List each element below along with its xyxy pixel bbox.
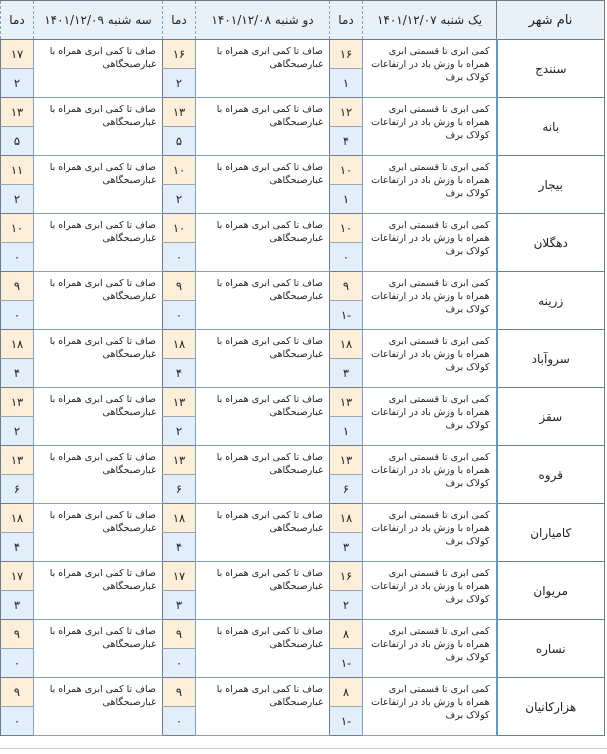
weather-description-text: صاف تا کمی ابری همراه با غبارصبحگاهی [216, 278, 323, 302]
weather-description-text: کمی ابری تا قسمتی ابری همراه با وزش باد در ارتفاعات کولاک برف [371, 626, 490, 663]
header-day3: سه شنبه ۱۴۰۱/۱۲/۰۹ [34, 1, 163, 40]
header-row [1, 1, 605, 40]
header-city: نام شهر [497, 1, 605, 40]
weather-description [34, 562, 163, 620]
max-temp: ۱۰ [330, 156, 363, 185]
min-temp: ۵ [163, 127, 196, 156]
weather-description [196, 330, 330, 388]
table-row [1, 330, 605, 359]
header-day1: یک شنبه ۱۴۰۱/۱۲/۰۷ [363, 1, 497, 40]
max-temp: ۱۰ [163, 156, 196, 185]
weather-description [363, 40, 497, 98]
bottom-divider [0, 748, 607, 749]
weather-description-text: صاف تا کمی ابری همراه با غبارصبحگاهی [216, 46, 323, 70]
max-temp: ۹ [1, 620, 34, 649]
max-temp: ۱۳ [163, 446, 196, 475]
weather-description-text: کمی ابری تا قسمتی ابری همراه با وزش باد در ارتفاعات کولاک برف [371, 104, 490, 141]
max-temp: ۱۳ [1, 446, 34, 475]
max-temp: ۸ [330, 620, 363, 649]
weather-description-text: صاف تا کمی ابری همراه با غبارصبحگاهی [216, 104, 323, 128]
city-name: زرینه [497, 272, 605, 330]
min-temp: ۰ [330, 243, 363, 272]
max-temp: ۱۷ [1, 562, 34, 591]
min-temp: ۴ [330, 127, 363, 156]
table-row [1, 678, 605, 707]
weather-description-text: صاف تا کمی ابری همراه با غبارصبحگاهی [49, 104, 156, 128]
weather-description-text: صاف تا کمی ابری همراه با غبارصبحگاهی [49, 220, 156, 244]
table-row [1, 156, 605, 185]
max-temp: ۱۲ [330, 98, 363, 127]
weather-description-text: کمی ابری تا قسمتی ابری همراه با وزش باد در ارتفاعات کولاک برف [371, 684, 490, 721]
weather-description [34, 214, 163, 272]
max-temp: ۱۱ [1, 156, 34, 185]
max-temp: ۱۶ [330, 40, 363, 69]
max-temp: ۱۶ [163, 40, 196, 69]
weather-description-text: صاف تا کمی ابری همراه با غبارصبحگاهی [49, 278, 156, 302]
weather-description [363, 214, 497, 272]
weather-description [34, 678, 163, 736]
table-row [1, 562, 605, 591]
max-temp: ۹ [163, 620, 196, 649]
weather-description [196, 156, 330, 214]
weather-description [363, 156, 497, 214]
weather-description [363, 620, 497, 678]
weather-description [196, 620, 330, 678]
min-temp: ۲ [330, 591, 363, 620]
weather-description [34, 446, 163, 504]
weather-description-text: کمی ابری تا قسمتی ابری همراه با وزش باد در ارتفاعات کولاک برف [371, 336, 490, 373]
table-row [1, 214, 605, 243]
max-temp: ۱۸ [1, 330, 34, 359]
city-name: سروآباد [497, 330, 605, 388]
max-temp: ۹ [1, 272, 34, 301]
weather-description [363, 98, 497, 156]
header-temp-day1: دما [330, 1, 363, 40]
weather-description-text: صاف تا کمی ابری همراه با غبارصبحگاهی [49, 46, 156, 70]
weather-description-text: صاف تا کمی ابری همراه با غبارصبحگاهی [216, 394, 323, 418]
weather-description [34, 504, 163, 562]
min-temp: ۴ [1, 359, 34, 388]
weather-description [34, 330, 163, 388]
min-temp: ۳ [163, 591, 196, 620]
min-temp: ۱ [330, 417, 363, 446]
max-temp: ۱۸ [1, 504, 34, 533]
min-temp: ۱ [330, 185, 363, 214]
weather-description-text: کمی ابری تا قسمتی ابری همراه با وزش باد در ارتفاعات کولاک برف [371, 278, 490, 315]
max-temp: ۱۳ [163, 388, 196, 417]
weather-description [363, 330, 497, 388]
city-name: سقز [497, 388, 605, 446]
table-row [1, 272, 605, 301]
min-temp: ۰ [1, 243, 34, 272]
weather-description [196, 678, 330, 736]
city-name: مریوان [497, 562, 605, 620]
weather-description [196, 446, 330, 504]
min-temp: ۳ [330, 533, 363, 562]
weather-description-text: صاف تا کمی ابری همراه با غبارصبحگاهی [49, 626, 156, 650]
weather-description-text: کمی ابری تا قسمتی ابری همراه با وزش باد در ارتفاعات کولاک برف [371, 220, 490, 257]
weather-description-text: صاف تا کمی ابری همراه با غبارصبحگاهی [49, 510, 156, 534]
weather-description-text: کمی ابری تا قسمتی ابری همراه با وزش باد در ارتفاعات کولاک برف [371, 162, 490, 199]
max-temp: ۱۳ [163, 98, 196, 127]
min-temp: ۰ [163, 707, 196, 736]
weather-description [363, 562, 497, 620]
table-row [1, 504, 605, 533]
city-name: نساره [497, 620, 605, 678]
header-temp-day2: دما [163, 1, 196, 40]
weather-description [34, 98, 163, 156]
weather-description [34, 40, 163, 98]
min-temp: ۰ [163, 243, 196, 272]
max-temp: ۱۶ [330, 562, 363, 591]
weather-description-text: صاف تا کمی ابری همراه با غبارصبحگاهی [216, 684, 323, 708]
city-name: سنندج [497, 40, 605, 98]
max-temp: ۱۰ [330, 214, 363, 243]
weather-description-text: صاف تا کمی ابری همراه با غبارصبحگاهی [49, 394, 156, 418]
max-temp: ۸ [330, 678, 363, 707]
min-temp: ۰ [163, 301, 196, 330]
table-row [1, 388, 605, 417]
weather-description [34, 272, 163, 330]
weather-description [196, 388, 330, 446]
forecast-body [1, 40, 605, 736]
weather-description-text: صاف تا کمی ابری همراه با غبارصبحگاهی [216, 336, 323, 360]
min-temp: ۲ [163, 185, 196, 214]
max-temp: ۱۷ [163, 562, 196, 591]
min-temp: ۴ [163, 359, 196, 388]
weather-description-text: کمی ابری تا قسمتی ابری همراه با وزش باد در ارتفاعات کولاک برف [371, 510, 490, 547]
max-temp: ۱۸ [163, 504, 196, 533]
weather-description-text: صاف تا کمی ابری همراه با غبارصبحگاهی [216, 452, 323, 476]
weather-description-text: صاف تا کمی ابری همراه با غبارصبحگاهی [49, 162, 156, 186]
weather-description-text: کمی ابری تا قسمتی ابری همراه با وزش باد در ارتفاعات کولاک برف [371, 452, 490, 489]
max-temp: ۱۸ [330, 330, 363, 359]
min-temp: ۳ [1, 591, 34, 620]
table-row [1, 98, 605, 127]
max-temp: ۹ [330, 272, 363, 301]
weather-description [34, 620, 163, 678]
max-temp: ۹ [163, 272, 196, 301]
weather-description [363, 678, 497, 736]
city-name: هزارکانیان [497, 678, 605, 736]
weather-description [196, 214, 330, 272]
city-name: کامیاران [497, 504, 605, 562]
min-temp: ۰ [1, 707, 34, 736]
weather-description [196, 40, 330, 98]
min-temp: ۰ [163, 649, 196, 678]
min-temp: ۶ [330, 475, 363, 504]
weather-description [363, 388, 497, 446]
weather-description [196, 98, 330, 156]
min-temp: ۰ [1, 301, 34, 330]
city-name: بیجار [497, 156, 605, 214]
weather-description-text: کمی ابری تا قسمتی ابری همراه با وزش باد در ارتفاعات کولاک برف [371, 46, 490, 83]
city-name: دهگلان [497, 214, 605, 272]
header-temp-day3: دما [1, 1, 34, 40]
max-temp: ۱۰ [163, 214, 196, 243]
table-row [1, 40, 605, 69]
max-temp: ۱۸ [330, 504, 363, 533]
weather-description-text: صاف تا کمی ابری همراه با غبارصبحگاهی [49, 452, 156, 476]
weather-description-text: صاف تا کمی ابری همراه با غبارصبحگاهی [216, 626, 323, 650]
max-temp: ۱۷ [1, 40, 34, 69]
min-temp: ۰ [1, 649, 34, 678]
city-name: بانه [497, 98, 605, 156]
weather-description [34, 156, 163, 214]
max-temp: ۹ [1, 678, 34, 707]
min-temp: ۲ [1, 185, 34, 214]
min-temp: ۲ [163, 69, 196, 98]
weather-description [196, 272, 330, 330]
weather-description-text: صاف تا کمی ابری همراه با غبارصبحگاهی [216, 510, 323, 534]
max-temp: ۱۳ [1, 388, 34, 417]
min-temp: ۶ [1, 475, 34, 504]
max-temp: ۹ [163, 678, 196, 707]
min-temp: -۱ [330, 649, 363, 678]
max-temp: ۱۳ [330, 446, 363, 475]
city-name: قروه [497, 446, 605, 504]
weather-description [196, 562, 330, 620]
min-temp: ۴ [1, 533, 34, 562]
weather-description [34, 388, 163, 446]
min-temp: ۲ [1, 69, 34, 98]
min-temp: ۵ [1, 127, 34, 156]
weather-description [363, 272, 497, 330]
max-temp: ۱۳ [1, 98, 34, 127]
table-row [1, 446, 605, 475]
weather-description-text: کمی ابری تا قسمتی ابری همراه با وزش باد در ارتفاعات کولاک برف [371, 394, 490, 431]
table-row [1, 620, 605, 649]
weather-description-text: صاف تا کمی ابری همراه با غبارصبحگاهی [49, 568, 156, 592]
weather-description [363, 446, 497, 504]
min-temp: ۶ [163, 475, 196, 504]
min-temp: -۱ [330, 707, 363, 736]
min-temp: ۱ [330, 69, 363, 98]
min-temp: ۲ [163, 417, 196, 446]
weather-description-text: صاف تا کمی ابری همراه با غبارصبحگاهی [216, 162, 323, 186]
header-day2: دو شنبه ۱۴۰۱/۱۲/۰۸ [196, 1, 330, 40]
min-temp: ۴ [163, 533, 196, 562]
max-temp: ۱۰ [1, 214, 34, 243]
min-temp: ۲ [1, 417, 34, 446]
max-temp: ۱۳ [330, 388, 363, 417]
weather-description-text: صاف تا کمی ابری همراه با غبارصبحگاهی [216, 568, 323, 592]
weather-description-text: صاف تا کمی ابری همراه با غبارصبحگاهی [49, 684, 156, 708]
max-temp: ۱۸ [163, 330, 196, 359]
weather-description [363, 504, 497, 562]
weather-description [196, 504, 330, 562]
min-temp: ۳ [330, 359, 363, 388]
weather-description-text: صاف تا کمی ابری همراه با غبارصبحگاهی [216, 220, 323, 244]
weather-description-text: کمی ابری تا قسمتی ابری همراه با وزش باد در ارتفاعات کولاک برف [371, 568, 490, 605]
min-temp: -۱ [330, 301, 363, 330]
weather-description-text: صاف تا کمی ابری همراه با غبارصبحگاهی [49, 336, 156, 360]
